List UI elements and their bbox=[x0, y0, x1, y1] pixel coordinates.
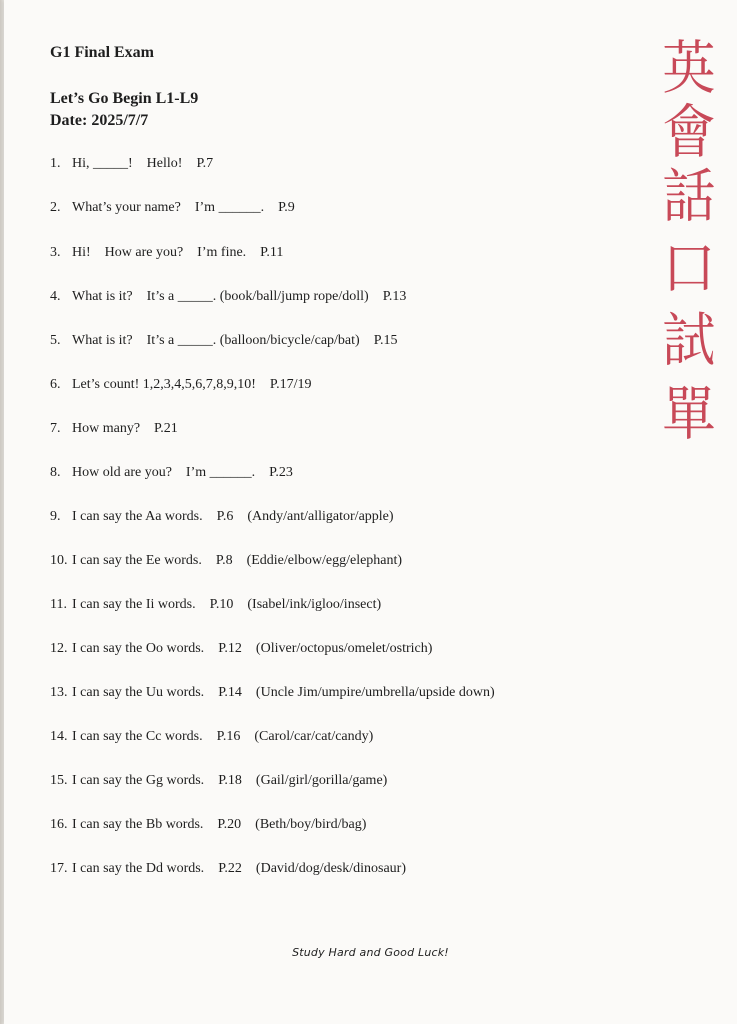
question-page: P.21 bbox=[154, 421, 178, 436]
handwritten-char: 口 bbox=[662, 234, 716, 302]
question-page: P.13 bbox=[382, 289, 407, 304]
question-words: (Carol/car/cat/candy) bbox=[254, 729, 374, 744]
question-item bbox=[50, 597, 381, 613]
question-text: Hi, _____! Hello! bbox=[72, 156, 183, 171]
question-number: 2. bbox=[50, 200, 61, 215]
handwritten-char: 話 bbox=[662, 162, 716, 230]
exam-date: Date: 2025/7/7 bbox=[50, 112, 149, 129]
question-item bbox=[50, 641, 432, 657]
question-words: (David/dog/desk/dinosaur) bbox=[255, 861, 407, 876]
question-page: P.6 bbox=[216, 509, 234, 524]
question-item bbox=[50, 289, 406, 305]
handwritten-title bbox=[644, 36, 734, 456]
question-number: 6. bbox=[50, 377, 61, 392]
book-title: Let’s Go Begin L1-L9 bbox=[50, 90, 199, 107]
question-text: I can say the Aa words. bbox=[72, 509, 203, 524]
question-words: (Beth/boy/bird/bag) bbox=[255, 817, 367, 832]
question-page: P.10 bbox=[209, 597, 234, 612]
question-number: 11. bbox=[50, 597, 67, 612]
question-page: P.23 bbox=[269, 465, 293, 480]
question-item bbox=[50, 773, 387, 789]
question-text: I can say the Cc words. bbox=[72, 729, 203, 744]
question-text: I can say the Bb words. bbox=[72, 817, 204, 832]
question-number: 15. bbox=[50, 773, 68, 788]
question-number: 12. bbox=[50, 641, 68, 656]
question-page: P.14 bbox=[218, 685, 242, 700]
question-page: P.16 bbox=[216, 729, 241, 744]
question-words: (Oliver/octopus/omelet/ostrich) bbox=[255, 641, 433, 656]
question-number: 14. bbox=[50, 729, 68, 744]
question-words: (Uncle Jim/umpire/umbrella/upside down) bbox=[255, 685, 495, 700]
question-page: P.15 bbox=[373, 333, 398, 348]
question-item bbox=[50, 685, 495, 701]
question-item bbox=[50, 200, 295, 216]
question-item bbox=[50, 553, 402, 569]
question-page: P.18 bbox=[218, 773, 242, 788]
question-words: (Eddie/elbow/egg/elephant) bbox=[246, 553, 403, 568]
question-text: What’s your name? I’m ______. bbox=[72, 200, 265, 215]
question-page: P.7 bbox=[196, 156, 214, 171]
question-page: P.11 bbox=[260, 245, 284, 260]
question-page: P.17/19 bbox=[269, 377, 312, 392]
question-item bbox=[50, 333, 397, 349]
question-text: I can say the Uu words. bbox=[72, 685, 205, 700]
question-text: I can say the Ee words. bbox=[72, 553, 202, 568]
question-text: How old are you? I’m ______. bbox=[72, 465, 256, 480]
question-text: I can say the Oo words. bbox=[72, 641, 205, 656]
question-words: (Gail/girl/gorilla/game) bbox=[255, 773, 388, 788]
handwritten-char: 英 bbox=[662, 34, 716, 102]
question-item bbox=[50, 156, 213, 172]
handwritten-char: 試 bbox=[662, 306, 716, 374]
question-number: 9. bbox=[50, 509, 61, 524]
question-item bbox=[50, 245, 283, 261]
question-text: Let’s count! 1,2,3,4,5,6,7,8,9,10! bbox=[72, 377, 256, 392]
question-page: P.9 bbox=[278, 200, 295, 215]
question-item bbox=[50, 377, 312, 393]
question-item bbox=[50, 817, 366, 833]
question-text: I can say the Dd words. bbox=[72, 861, 205, 876]
question-item bbox=[50, 729, 373, 745]
question-words: (Isabel/ink/igloo/insect) bbox=[247, 597, 382, 612]
question-text: How many? bbox=[72, 421, 141, 436]
question-number: 13. bbox=[50, 685, 68, 700]
question-page: P.20 bbox=[217, 817, 242, 832]
question-page: P.8 bbox=[215, 553, 233, 568]
question-item bbox=[50, 509, 394, 525]
question-text: Hi! How are you? I’m fine. bbox=[72, 245, 247, 260]
question-page: P.22 bbox=[218, 861, 242, 876]
question-text: What is it? It’s a _____. (balloon/bicycle/cap/bat) bbox=[72, 333, 360, 348]
question-text: What is it? It’s a _____. (book/ball/jump rope/doll) bbox=[72, 289, 369, 304]
question-item bbox=[50, 861, 406, 877]
handwritten-char: 會 bbox=[662, 98, 716, 166]
handwritten-char: 單 bbox=[662, 380, 716, 448]
question-number: 3. bbox=[50, 245, 61, 260]
question-text: I can say the Ii words. bbox=[72, 597, 196, 612]
question-number: 5. bbox=[50, 333, 61, 348]
question-words: (Andy/ant/alligator/apple) bbox=[247, 509, 394, 524]
question-item bbox=[50, 465, 293, 481]
question-number: 8. bbox=[50, 465, 61, 480]
question-text: I can say the Gg words. bbox=[72, 773, 205, 788]
question-number: 4. bbox=[50, 289, 61, 304]
question-number: 17. bbox=[50, 861, 68, 876]
question-number: 10. bbox=[50, 553, 68, 568]
question-number: 7. bbox=[50, 421, 61, 436]
exam-title: G1 Final Exam bbox=[50, 44, 155, 61]
question-page: P.12 bbox=[218, 641, 242, 656]
question-number: 1. bbox=[50, 156, 61, 171]
question-number: 16. bbox=[50, 817, 68, 832]
question-item bbox=[50, 421, 178, 437]
footer-message: Study Hard and Good Luck! bbox=[292, 946, 449, 959]
exam-sheet bbox=[4, 0, 737, 1024]
